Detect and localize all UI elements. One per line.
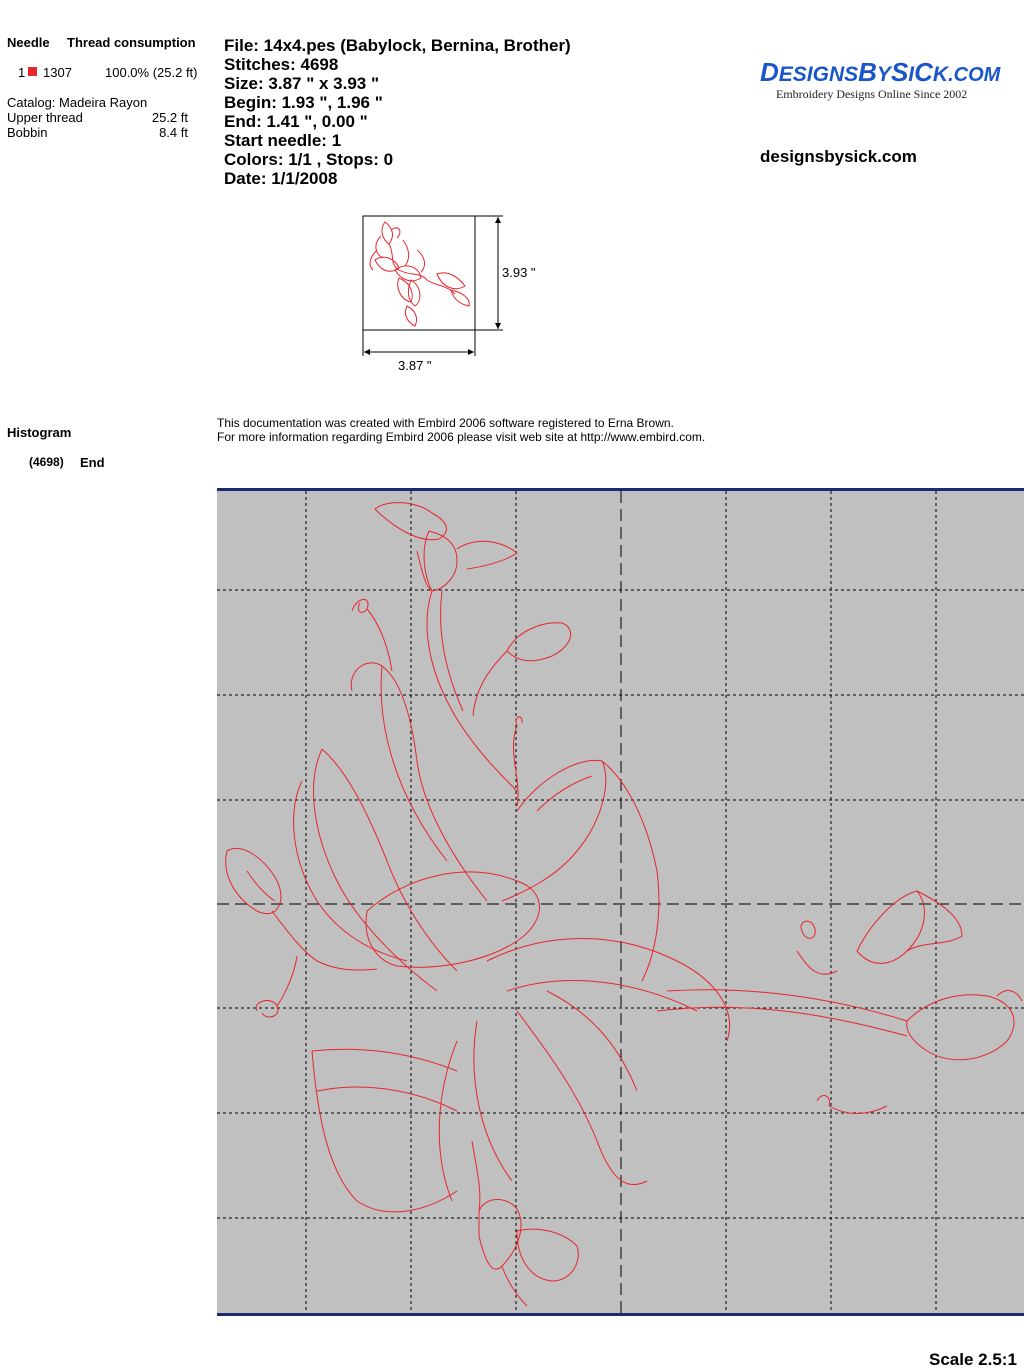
begin-position: Begin: 1.93 ", 1.96 "	[224, 93, 383, 112]
start-needle: Start needle: 1	[224, 131, 342, 150]
design-preview	[355, 210, 555, 380]
designsbysick-logo	[760, 58, 1000, 102]
histogram-title: Histogram	[7, 425, 72, 440]
needle-column-header: Needle	[7, 35, 50, 50]
bobbin-label: Bobbin	[7, 125, 48, 140]
file-name: File: 14x4.pes (Babylock, Bernina, Brother)	[224, 36, 571, 55]
logo-tagline: Embroidery Designs Online Since 2002	[776, 87, 968, 101]
design-size: Size: 3.87 " x 3.93 "	[224, 74, 380, 93]
embird-note	[217, 416, 705, 444]
grid-lines	[217, 491, 1024, 1313]
design-grid-and-stitches	[217, 491, 1024, 1313]
embird-note-line1: This documentation was created with Embird 2006 software registered to Erna Brown.	[217, 416, 674, 430]
file-info-block	[224, 36, 571, 188]
histogram-entry-label: End	[80, 455, 105, 470]
preview-width-label: 3.87 "	[398, 358, 432, 373]
thread-color-swatch	[28, 67, 37, 76]
stitch-count: Stitches: 4698	[224, 55, 339, 74]
embird-note-line2: For more information regarding Embird 2006 please visit web site at http://www.embird.com.	[217, 430, 706, 444]
bobbin-value: 8.4 ft	[159, 125, 188, 140]
thread-consumption-header: Thread consumption	[67, 35, 196, 50]
end-position: End: 1.41 ", 0.00 "	[224, 112, 368, 131]
design-canvas	[217, 488, 1024, 1316]
scale-label: Scale 2.5:1	[929, 1350, 1017, 1369]
thread-row-percent: 100.0% (25.2 ft)	[105, 65, 198, 80]
website-label: designsbysick.com	[760, 147, 917, 166]
upper-thread-label: Upper thread	[7, 110, 83, 125]
upper-thread-value: 25.2 ft	[151, 110, 188, 125]
center-lines	[217, 491, 1024, 1313]
thread-row-needle: 1	[18, 65, 26, 80]
design-date: Date: 1/1/2008	[224, 169, 338, 188]
logo-wordmark: DESIGNSBYSICK.COM	[760, 57, 1001, 87]
colors-stops: Colors: 1/1 , Stops: 0	[224, 150, 394, 169]
histogram-entry-count: (4698)	[29, 455, 64, 469]
catalog-label: Catalog: Madeira Rayon	[7, 95, 148, 110]
preview-height-label: 3.93 "	[502, 265, 536, 280]
thread-row-code: 1307	[43, 65, 72, 80]
